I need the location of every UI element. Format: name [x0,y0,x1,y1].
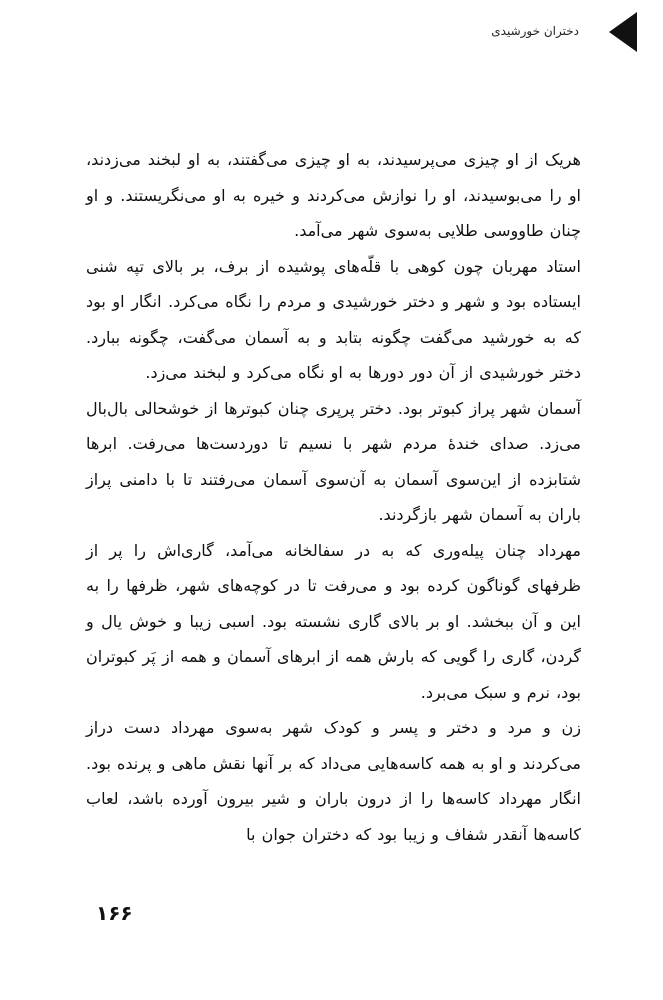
body-text [86,142,581,852]
paragraph: هریک از او چیزی می‌پرسیدند، به او چیزی می‌گفتند، به او لبخند می‌زدند، او را می‌بوسیدند، او را نوازش می‌کردند و خیره به او می‌نگریستند. و او چنان طاووسی طلایی به‌سوی شهر می‌آمد. [86,150,581,240]
paragraph: مهرداد چنان پیله‌وری که به در سفالخانه می‌آمد، گاری‌اش را پر از ظرفهای گوناگون کرده بود و می‌رفت تا در کوچه‌های شهر، ظرفها را به این و آن ببخشد. او بر بالای گاری نشسته بود. اسبی زیبا و خوش یال و گردن، گاری را گویی که بارش همه از ابرهای آسمان و همه از پَر کبوتران بود، نرم و سبک می‌برد. [86,540,581,702]
paragraph: آسمان شهر پراز کبوتر بود. دختر پرپری چنان کبوترها از خوشحالی بال‌بال می‌زد. صدای خندهٔ مردم شهر با نسیم تا دوردست‌ها می‌رفت. ابرها شتابزده از این‌سوی آسمان به آن‌سوی آسمان می‌رفتند تا با دامنی پراز باران به آسمان شهر بازگردند. [86,398,581,524]
running-header [491,24,579,38]
page-number: ۱۶۶ [96,901,133,925]
chapter-marker-triangle-icon [609,12,637,52]
running-title: دختران خورشیدی [491,24,579,38]
paragraph: زن و مرد و دختر و پسر و کودک شهر به‌سوی مهرداد دست دراز می‌کردند و او به همه کاسه‌هایی می‌داد که بر آنها نقش ماهی و پرنده بود. انگار مهرداد کاسه‌ها را از درون باران و شیر بیرون آورده باشد، لعاب کاسه‌ها آنقدر شفاف و زیبا بود که دختران جوان با [86,718,581,844]
paragraph: استاد مهربان چون کوهی با قلّه‌های پوشیده از برف، بر بالای تپه شنی ایستاده بود و شهر و دختر خورشیدی و مردم را نگاه می‌کرد. انگار او بود که به خورشید می‌گفت چگونه بتابد و به آسمان می‌گفت، چگونه ببارد. دختر خورشیدی از آن دور دورها به او نگاه می‌کرد و لبخند می‌زد. [86,256,581,382]
